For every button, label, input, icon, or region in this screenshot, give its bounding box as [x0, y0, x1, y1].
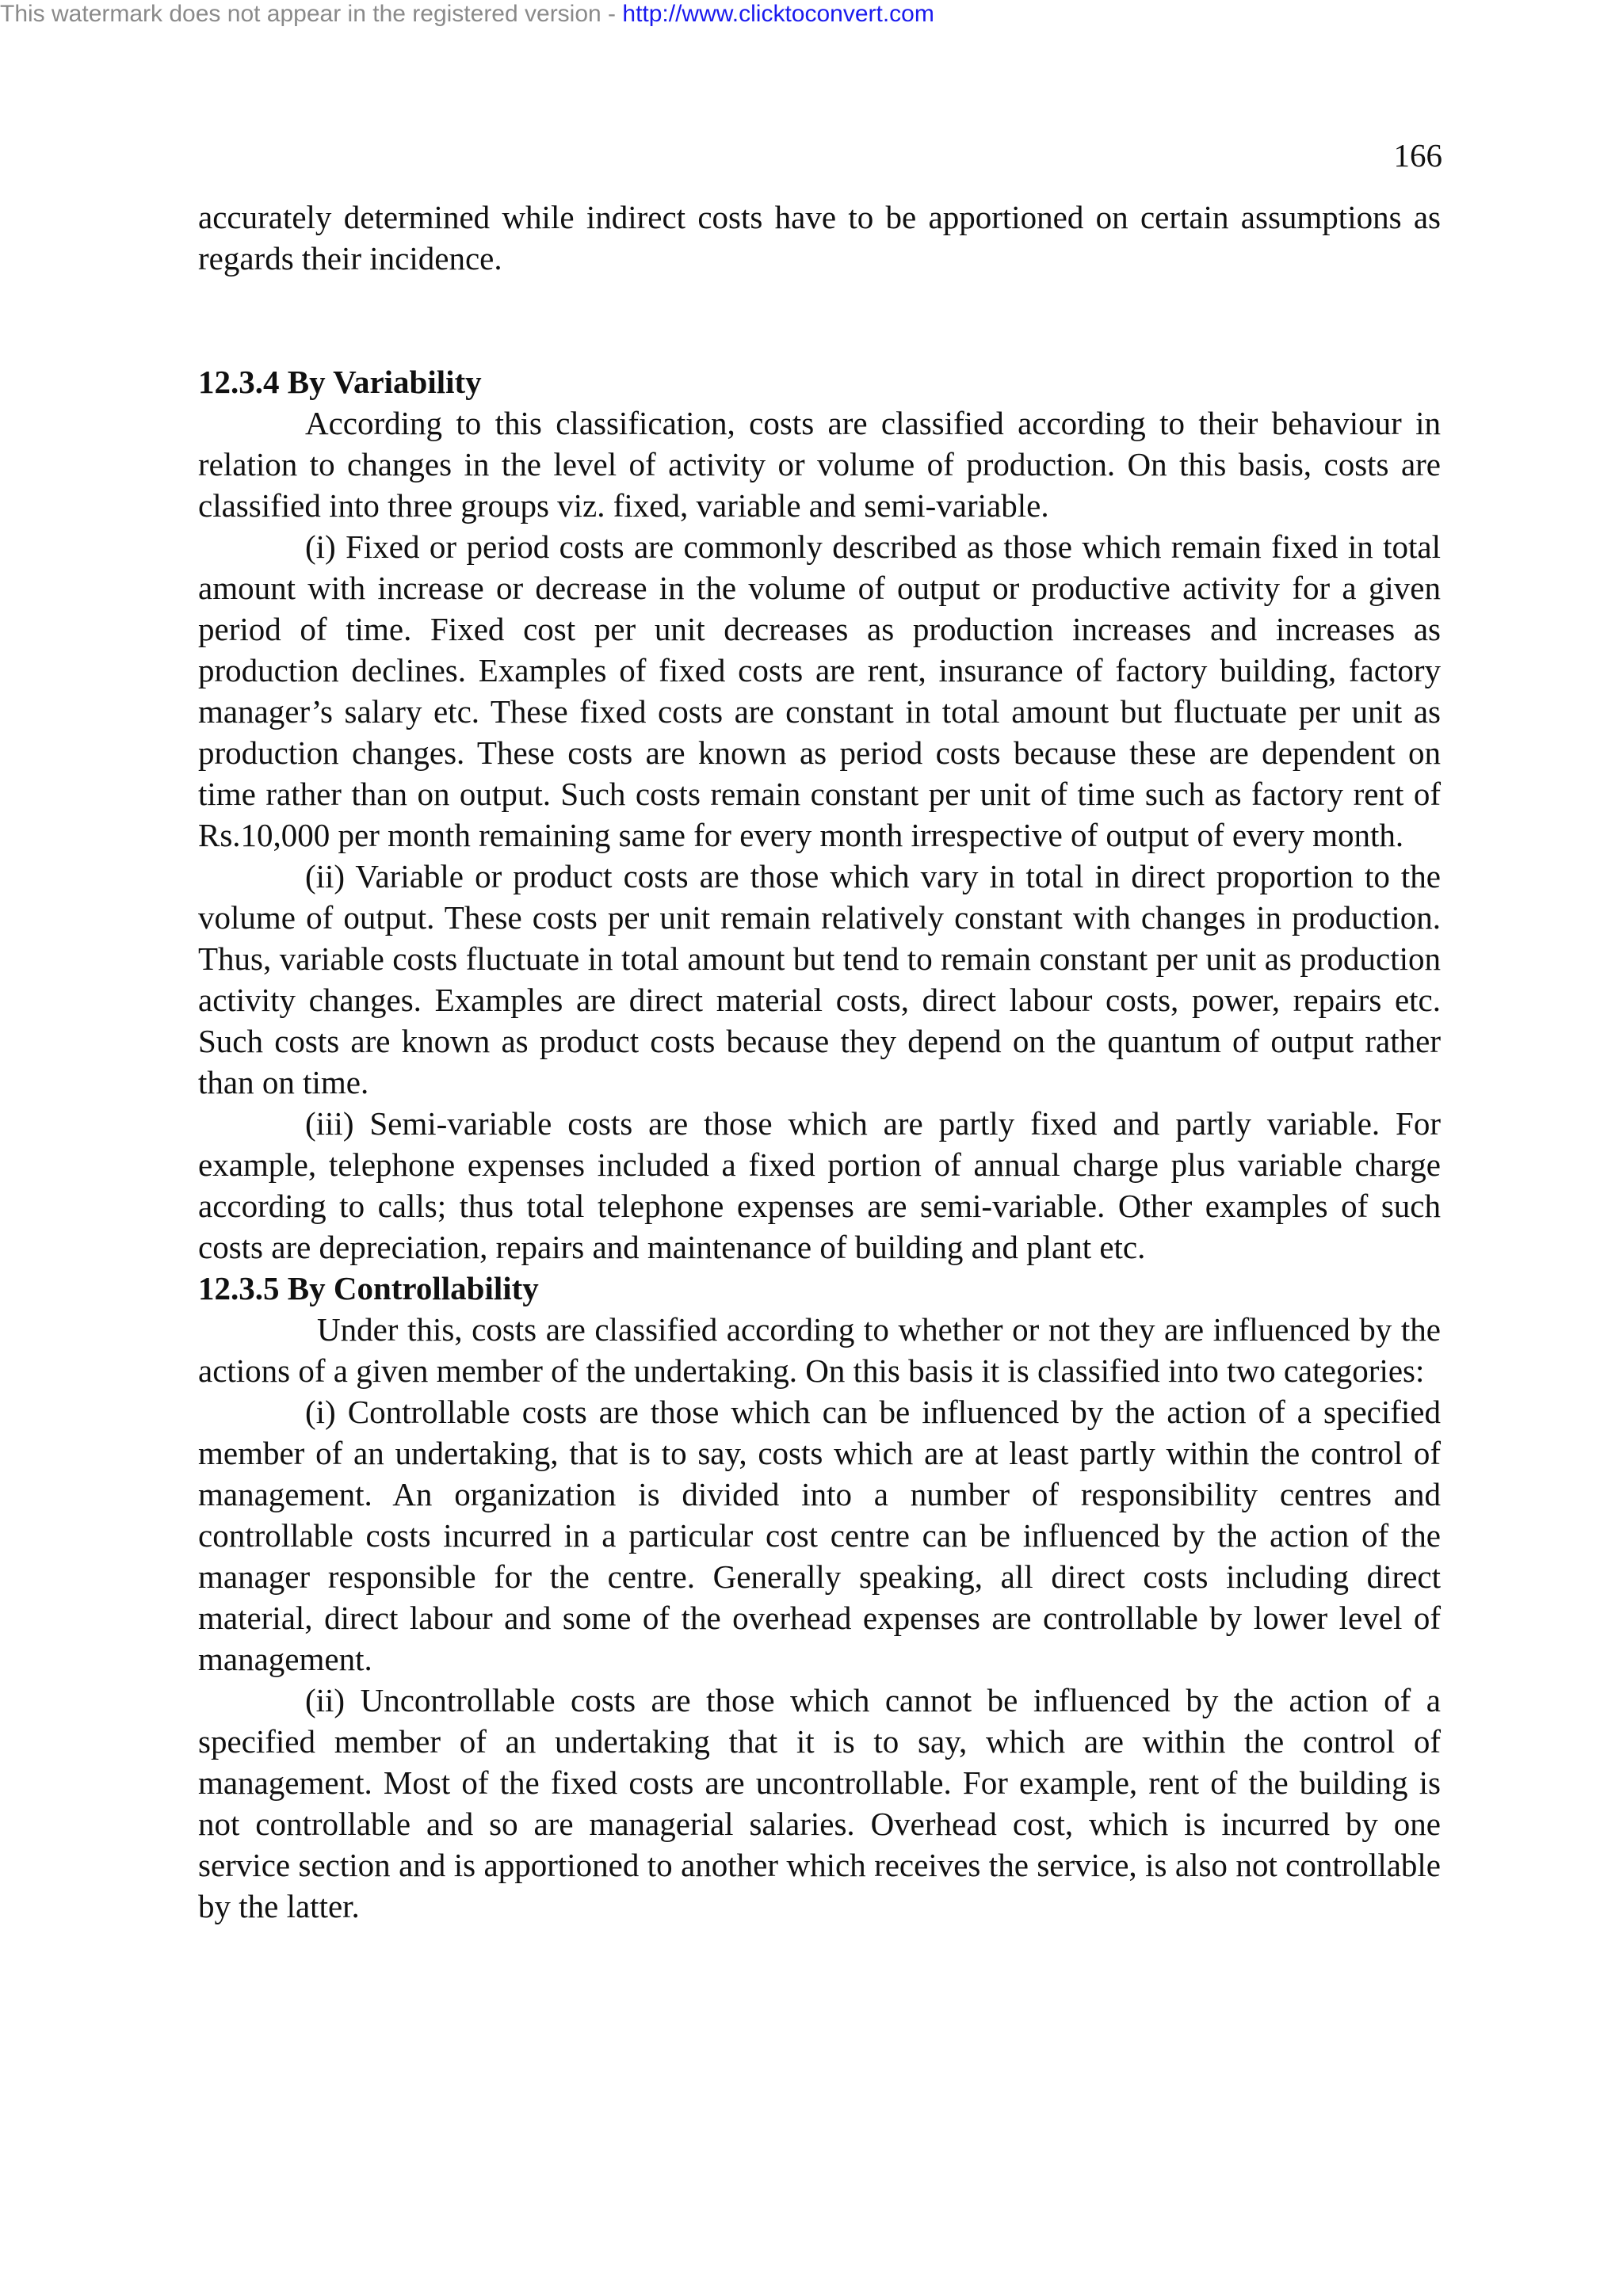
controllability-paragraph-uncontrollable: (ii) Uncontrollable costs are those which cannot be influenced by the action of a specified member of an undertaking that it is to say, which are within the control of management. Most of the fixed costs are uncontrollable. For example, rent of the building is not controllable and so are managerial salaries. Overhead cost, which is incurred by one service section and is apportioned to another which receives the service, is also not controllable by the latter.	[198, 1682, 1441, 1924]
variability-paragraph-fixed-costs: (i) Fixed or period costs are commonly described as those which remain fixed in total amount with increase or decrease in the volume of output or productive activity for a given period of time. Fixed cost per unit decreases as production increases and increases as production declines. Examples of fixed costs are rent, insurance of factory building, factory manager’s salary etc. These fixed costs are constant in total amount but fluctuate per unit as production changes. These costs are known as period costs because these are dependent on time rather than on output. Such costs remain constant per unit of time such as factory rent of Rs.10,000 per month remaining same for every month irrespective of output of every month.	[198, 528, 1441, 853]
section-gap	[198, 279, 1441, 361]
page-number: 166	[1393, 137, 1442, 174]
page-content	[198, 196, 1441, 1927]
watermark-banner	[0, 0, 934, 29]
controllability-paragraph-intro: Under this, costs are classified according to whether or not they are influenced by the actions of a given member of the undertaking. On this basis it is classified into two categories:	[198, 1311, 1441, 1389]
controllability-paragraph-controllable: (i) Controllable costs are those which can be influenced by the action of a specified member of an undertaking, that is to say, costs which are at least partly within the control of management. An organization is divided into a number of responsibility centres and controllable costs incurred in a particular cost centre can be influenced by the action of the manager responsible for the centre. Generally speaking, all direct costs including direct material, direct labour and some of the overhead expenses are controllable by lower level of management.	[198, 1394, 1441, 1677]
intro-paragraph: accurately determined while indirect costs have to be apportioned on certain assumptions as regards their incidence.	[198, 199, 1441, 277]
section-heading-controllability: 12.3.5 By Controllability	[198, 1270, 539, 1306]
variability-paragraph-semi-variable-costs: (iii) Semi-variable costs are those which are partly fixed and partly variable. For example, telephone expenses included a fixed portion of annual charge plus variable charge according to calls; thus total telephone expenses are semi-variable. Other examples of such costs are depreciation, repairs and maintenance of building and plant etc.	[198, 1105, 1441, 1265]
watermark-link[interactable]: http://www.clicktoconvert.com	[622, 1, 934, 27]
section-heading-variability: 12.3.4 By Variability	[198, 364, 482, 400]
variability-paragraph-variable-costs: (ii) Variable or product costs are those which vary in total in direct proportion to the volume of output. These costs per unit remain relatively constant with changes in production. Thus, variable costs fluctuate in total amount but tend to remain constant per unit as production activity changes. Examples are direct material costs, direct labour costs, power, repairs etc. Such costs are known as product costs because they depend on the quantum of output rather than on time.	[198, 858, 1441, 1100]
variability-paragraph-intro: According to this classification, costs are classified according to their behaviour in relation to changes in the level of activity or volume of production. On this basis, costs are classified into three groups viz. fixed, variable and semi-variable.	[198, 405, 1441, 524]
watermark-text: This watermark does not appear in the registered version -	[0, 1, 623, 27]
